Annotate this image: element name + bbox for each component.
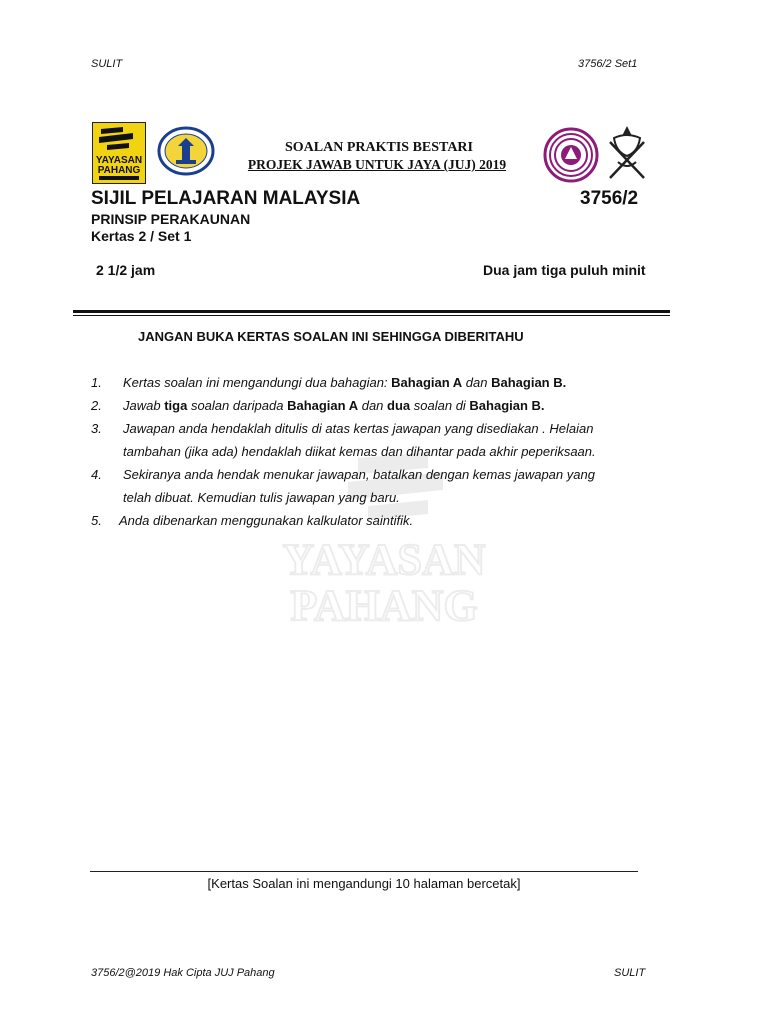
divider-thick — [73, 310, 670, 313]
instruction-number: 2. — [91, 398, 102, 413]
instruction-text: Kertas soalan ini mengandungi dua bahagian: Bahagian A dan Bahagian B. — [123, 375, 567, 390]
exam-name: SIJIL PELAJARAN MALAYSIA — [91, 188, 361, 209]
duration-short: 2 1/2 jam — [96, 262, 156, 278]
instruction-text-line2: tambahan (jika ada) hendaklah diikat kemas dan dihantar pada akhir peperiksaan. — [123, 444, 596, 459]
instruction-number: 4. — [91, 467, 102, 482]
instruction-text: Anda dibenarkan menggunakan kalkulator saintifik. — [119, 513, 414, 528]
watermark-line1: YAYASAN — [282, 535, 486, 584]
title-line1: SOALAN PRAKTIS BESTARI — [284, 140, 473, 155]
instruction-number: 1. — [91, 375, 102, 390]
yayasan-logo-line1: YAYASAN — [95, 155, 143, 166]
page-count: [Kertas Soalan ini mengandungi 10 halaman bercetak] — [207, 876, 521, 891]
instruction-text-line2: telah dibuat. Kemudian tulis jawapan yang baru. — [123, 490, 400, 505]
header-code: 3756/2 Set1 — [578, 58, 638, 70]
instruction-number: 5. — [91, 513, 102, 528]
title-line2: PROJEK JAWAB UNTUK JAYA (JUJ) 2019 — [247, 157, 507, 172]
exam-code: 3756/2 — [580, 188, 639, 209]
yayasan-logo-line2: PAHANG — [97, 165, 141, 176]
juj-emblem-icon — [543, 127, 599, 183]
duration-long: Dua jam tiga puluh minit — [483, 262, 646, 278]
instruction-number: 3. — [91, 421, 102, 436]
exam-subject: PRINSIP PERAKAUNAN — [91, 211, 251, 227]
instruction-text: Jawab tiga soalan daripada Bahagian A dan dua soalan di Bahagian B. — [123, 398, 545, 413]
instruction-text-line1: Jawapan anda hendaklah ditulis di atas kertas jawapan yang disediakan . Helaian — [123, 421, 594, 436]
footer-sulit: SULIT — [614, 967, 646, 979]
watermark-line2: PAHANG — [290, 581, 478, 628]
footer-copyright: 3756/2@2019 Hak Cipta JUJ Pahang — [91, 967, 275, 979]
yayasan-pahang-logo — [92, 122, 146, 184]
footer-divider — [90, 871, 638, 872]
warning-text: JANGAN BUKA KERTAS SOALAN INI SEHINGGA DIBERITAHU — [138, 329, 524, 344]
pahang-crest-icon — [602, 122, 652, 184]
kpm-crest-icon — [157, 126, 215, 176]
instruction-text-line1: Sekiranya anda hendak menukar jawapan, batalkan dengan kemas jawapan yang — [123, 467, 595, 482]
header-sulit: SULIT — [91, 58, 123, 70]
divider-thin — [73, 315, 670, 316]
exam-paper: Kertas 2 / Set 1 — [91, 228, 192, 244]
